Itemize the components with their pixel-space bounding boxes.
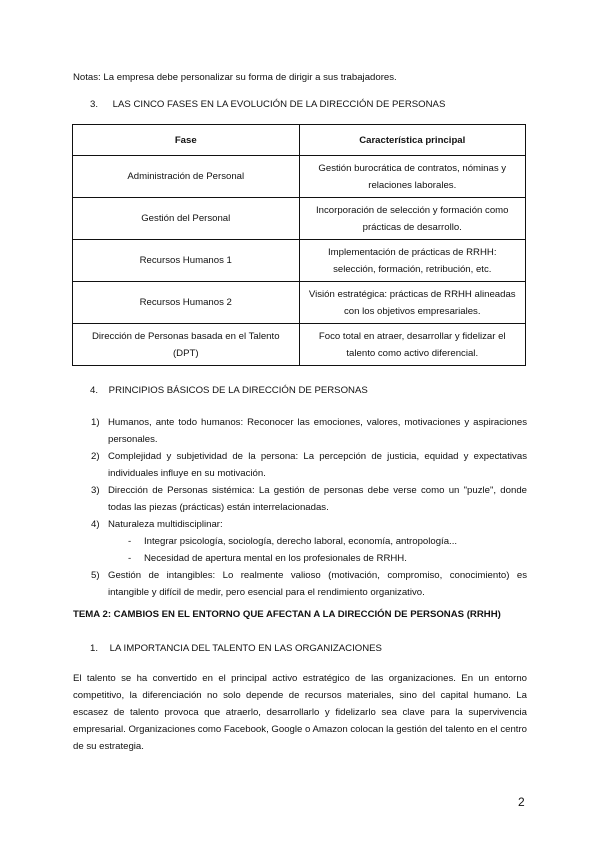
table-cell: Recursos Humanos 2 — [73, 282, 300, 324]
list-item — [91, 482, 527, 516]
table-row — [73, 324, 526, 366]
list-number: 3) — [91, 485, 100, 496]
sub-list-item-text: Necesidad de apertura mental en los profesionales de RRHH. — [144, 553, 407, 564]
section-4-heading — [90, 382, 368, 399]
table-cell: Incorporación de selección y formación como prácticas de desarrollo. — [299, 198, 526, 240]
dash-bullet: - — [128, 536, 132, 547]
section-title: LAS CINCO FASES EN LA EVOLUCIÓN DE LA DIRECCIÓN DE PERSONAS — [112, 99, 446, 110]
phases-table — [72, 124, 526, 366]
body-paragraph: El talento se ha convertido en el principal activo estratégico de las organizaciones. En un entorno competitivo, la diferenciación no solo depende de recursos materiales, sino del capital humano. La escasez de talento provoca que atraerlo, desarrollarlo y fidelizarlo sea clave para la supervivencia empresarial. Organizaciones como Facebook, Google o Amazon colocan la gestión del talento en el centro de su estrategia. — [73, 673, 527, 752]
list-number: 1) — [91, 417, 100, 428]
table-row — [73, 198, 526, 240]
list-number: 2) — [91, 451, 100, 462]
list-number: 4) — [91, 519, 100, 530]
section-title: PRINCIPIOS BÁSICOS DE LA DIRECCIÓN DE PERSONAS — [108, 385, 368, 396]
list-item — [91, 448, 527, 482]
list-item-text: Complejidad y subjetividad de la persona: La percepción de justicia, equidad y expectativas individuales influye en su motivación. — [108, 451, 527, 479]
sub-list-item-text: Integrar psicología, sociología, derecho laboral, economía, antropología... — [144, 536, 458, 547]
column-header-fase: Fase — [73, 125, 300, 156]
column-header-caracteristica: Característica principal — [299, 125, 526, 156]
table-cell: Visión estratégica: prácticas de RRHH alineadas con los objetivos empresariales. — [299, 282, 526, 324]
page-number: 2 — [518, 795, 525, 809]
list-item — [91, 567, 527, 601]
list-item — [91, 516, 527, 567]
section-number: 3. — [90, 99, 99, 110]
table-row — [73, 240, 526, 282]
table-cell: Administración de Personal — [73, 156, 300, 198]
list-number: 5) — [91, 570, 100, 581]
list-item-text: Humanos, ante todo humanos: Reconocer las emociones, valores, motivaciones y aspiraciones personales. — [108, 417, 527, 445]
table-cell: Gestión burocrática de contratos, nóminas y relaciones laborales. — [299, 156, 526, 198]
section-number: 1. — [90, 643, 99, 654]
table-header-row — [73, 125, 526, 156]
table-cell: Gestión del Personal — [73, 198, 300, 240]
section-title: LA IMPORTANCIA DEL TALENTO EN LAS ORGANIZACIONES — [109, 643, 382, 654]
list-item-text: Gestión de intangibles: Lo realmente valioso (motivación, compromiso, conocimiento) es intangible y difícil de medir, pero esencial para el rendimiento organizativo. — [108, 570, 527, 598]
table-row — [73, 282, 526, 324]
tema-heading: TEMA 2: CAMBIOS EN EL ENTORNO QUE AFECTAN A LA DIRECCIÓN DE PERSONAS (RRHH) — [73, 609, 501, 620]
section-1-heading — [90, 640, 382, 657]
section-3-heading — [90, 96, 445, 113]
section-number: 4. — [90, 385, 99, 396]
sub-list-item — [108, 533, 527, 550]
sub-list-item — [108, 550, 527, 567]
principles-list — [91, 414, 527, 601]
table-row — [73, 156, 526, 198]
table-cell: Foco total en atraer, desarrollar y fidelizar el talento como activo diferencial. — [299, 324, 526, 366]
note-text: Notas: La empresa debe personalizar su forma de dirigir a sus trabajadores. — [73, 72, 397, 83]
list-item-text: Dirección de Personas sistémica: La gestión de personas debe verse como un "puzle", donde todas las piezas (prácticas) están interrelacionadas. — [108, 485, 527, 513]
dash-bullet: - — [128, 553, 132, 564]
table-cell: Implementación de prácticas de RRHH: selección, formación, retribución, etc. — [299, 240, 526, 282]
list-item — [91, 414, 527, 448]
table-cell: Dirección de Personas basada en el Talento (DPT) — [73, 324, 300, 366]
list-item-text: Naturaleza multidisciplinar: — [108, 519, 223, 530]
table-cell: Recursos Humanos 1 — [73, 240, 300, 282]
sub-list — [108, 533, 527, 567]
